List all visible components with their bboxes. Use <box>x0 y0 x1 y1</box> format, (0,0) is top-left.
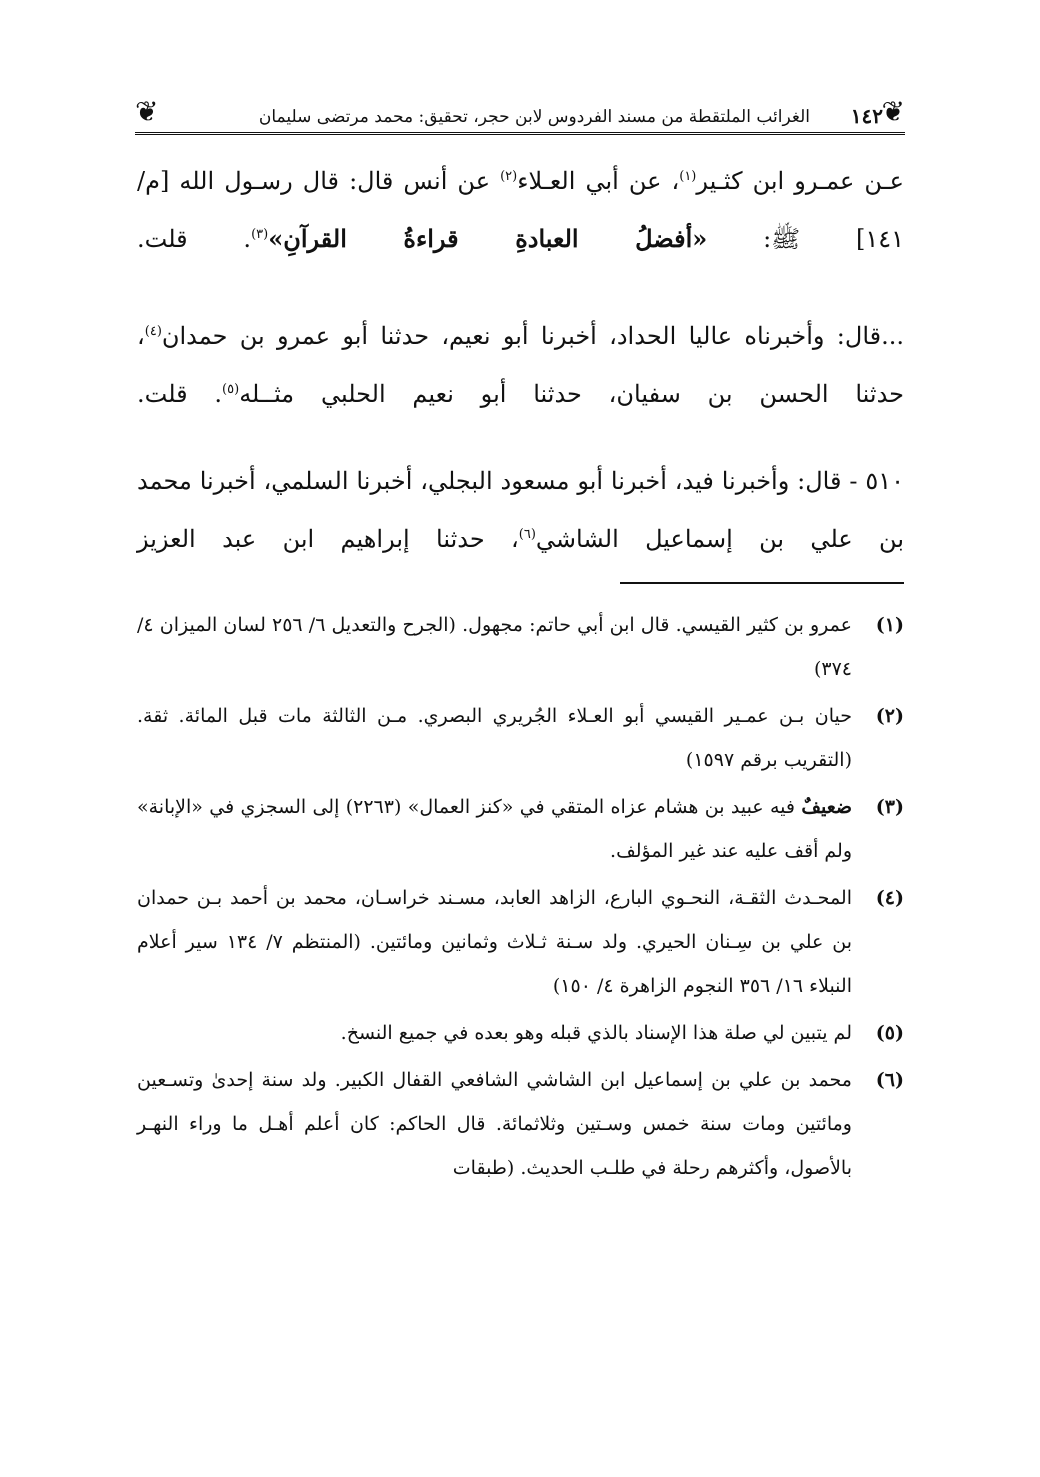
text: ، عن أبي العـلاء <box>517 167 680 195</box>
text: ٥١٠ - قال: وأخبرنا فيد، أخبرنا أبو مسعود البجلي، أخبرنا السلمي، أخبرنا محمد بن علي بن إسماعيل الشاشي <box>137 467 904 553</box>
footnote-number: (٥) <box>875 1022 904 1044</box>
text: عن أنس قال: قال رسـول الله [م/ ١٤١] ﷺ: <box>137 167 905 253</box>
footnote-6 <box>137 1058 904 1190</box>
footnote-5 <box>137 1011 904 1055</box>
footnote-ref-6[interactable]: (٦) <box>518 527 536 542</box>
ornament-right-icon: ❦ <box>881 95 905 128</box>
footnote-4 <box>137 876 904 1008</box>
footnote-ref-2[interactable]: (٢) <box>500 169 518 184</box>
text: ...قال: وأخبرناه عاليا الحداد، أخبرنا أبو نعيم، حدثنا أبو عمرو بن حمدان <box>161 322 904 350</box>
header-rule <box>135 132 905 135</box>
ornament-left-icon: ❦ <box>135 95 159 128</box>
text: عـن عمـرو ابن كثـير <box>696 167 904 195</box>
footnote-ref-3[interactable]: (٣) <box>251 227 269 242</box>
footnote-text: حيان بـن عمـير القيسي أبو العـلاء الجُريري البصري. مـن الثالثة مات قبل المائة. ثقة. (التقريب برقم ١٥٩٧) <box>137 705 852 771</box>
text: . قلت. <box>137 380 223 408</box>
header-title: الغرائب الملتقطة من مسند الفردوس لابن حجر، تحقيق: محمد مرتضى سليمان <box>258 107 810 127</box>
running-header <box>135 95 905 135</box>
footnote-ref-1[interactable]: (١) <box>679 169 697 184</box>
footnote-number: (٢) <box>875 705 904 727</box>
grading-label: ضعيفٌ <box>801 796 853 818</box>
footnote-number: (٣) <box>875 796 904 818</box>
footnote-body: فيه عبيد بن هشام عزاه المتقي في «كنز العمال» (٢٢٦٣) إلى السجزي في «الإبانة» ولم أقف عليه عند غير المؤلف. <box>137 796 852 862</box>
footnote-number: (٦) <box>875 1069 904 1091</box>
footnote-text: المحـدث الثقـة، النحـوي البارع، الزاهد العابد، مسـند خراسـان، محمد بن أحمد بـن حمدان بن علي بن سِـنان الحيري. ولد سـنة ثـلاث وثمانين ومائتين. (المنتظم ٧/ ١٣٤ سير أعلام النبلاء ١٦/ ٣٥٦ النجوم الزاهرة ٤/ ١٥٠) <box>137 887 853 997</box>
footnote-2 <box>137 694 904 782</box>
footnote-ref-5[interactable]: (٥) <box>222 382 240 397</box>
hadith-text: «أفضلُ العبادةِ قراءةُ القرآنِ» <box>268 224 708 253</box>
footnote-separator <box>620 582 904 584</box>
footnote-3 <box>137 785 904 873</box>
paragraph-1 <box>137 152 904 268</box>
text: ، حدثنا الحسن بن سفيان، حدثنا أبو نعيم الحلبي مثــله <box>137 322 905 408</box>
footnote-number: (٤) <box>875 887 904 909</box>
paragraph-3 <box>137 452 904 568</box>
footnote-ref-4[interactable]: (٤) <box>144 324 162 339</box>
footnote-1 <box>137 603 904 691</box>
page-number: ١٤٢ <box>850 104 883 128</box>
footnote-text: عمرو بن كثير القيسي. قال ابن أبي حاتم: مجهول. (الجرح والتعديل ٦/ ٢٥٦ لسان الميزان ٤/ ٣٧٤) <box>137 614 852 680</box>
paragraph-2 <box>137 307 904 423</box>
footnote-text: محمد بن علي بن إسماعيل ابن الشاشي الشافعي القفال الكبير. ولد سنة إحدىٰ وتسـعين ومائتين ومات سنة خمس وسـتين وثلاثمائة. قال الحاكم: كان أعلم أهـل ما وراء النهـر بالأصول، وأكثرهم رحلة في طلـب الحديث. (طبقات <box>137 1069 852 1179</box>
text: . قلت. <box>137 225 252 253</box>
footnote-text <box>137 785 852 873</box>
text: ، حدثنا إبراهيم ابن عبد العزيز <box>137 525 519 553</box>
footnote-text: لم يتبين لي صلة هذا الإسناد بالذي قبله وهو بعده في جميع النسخ. <box>340 1022 852 1044</box>
footnotes <box>137 603 904 1193</box>
footnote-number: (١) <box>875 614 904 636</box>
